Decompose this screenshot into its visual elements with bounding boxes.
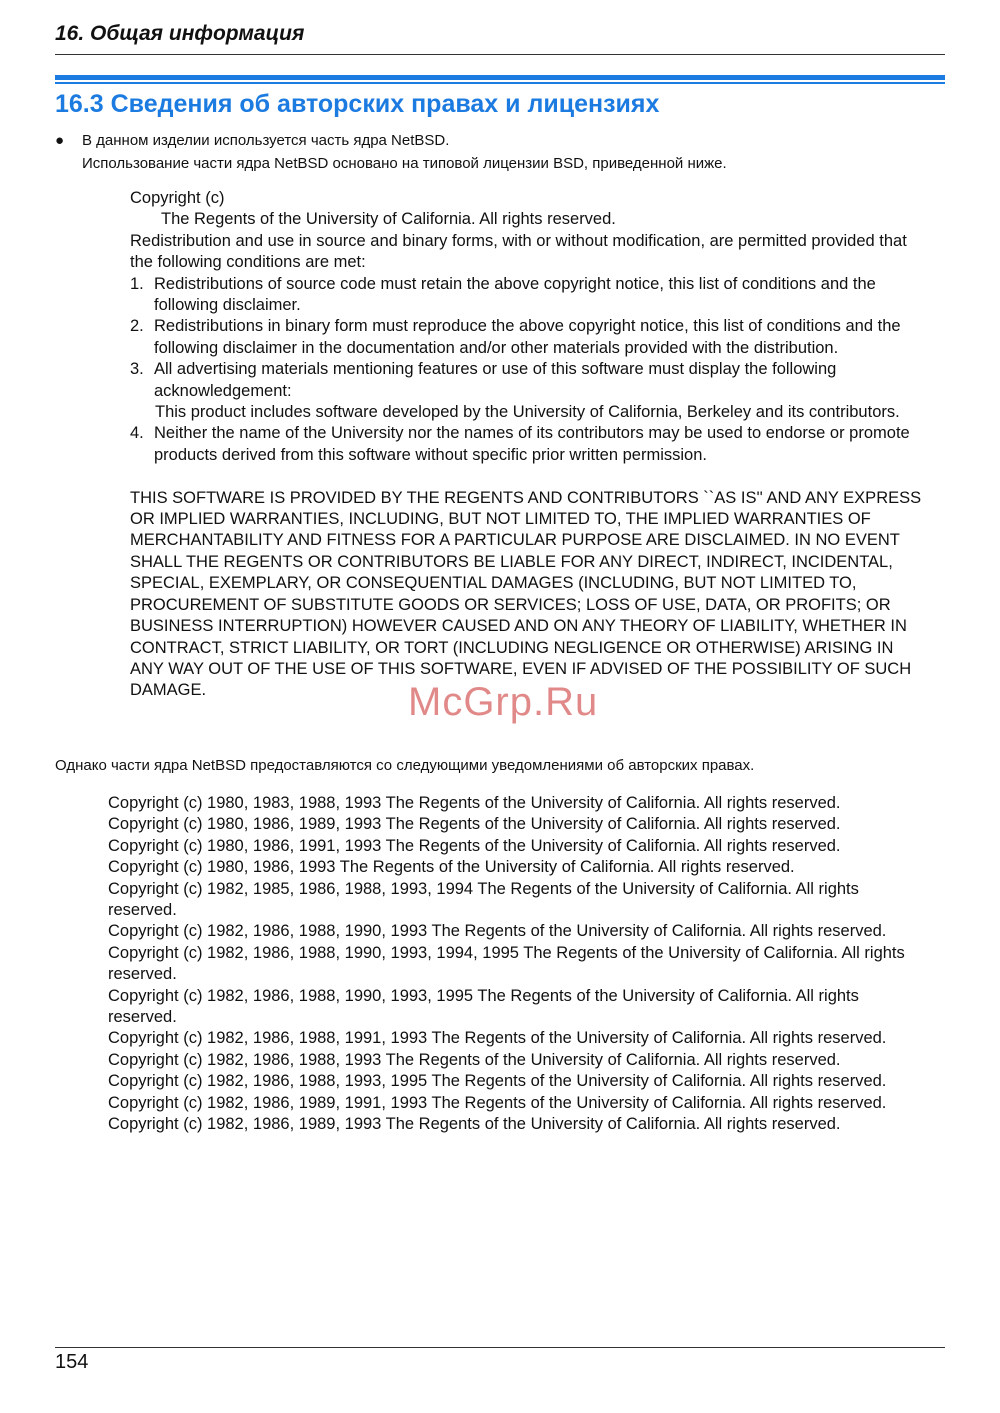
condition-text: Redistributions of source code must retain the above copyright notice, this list of conditions and the following disclaimer. (154, 274, 876, 315)
copyright-label: Copyright (c) (130, 189, 225, 207)
copyright-line: Copyright (c) 1982, 1986, 1988, 1990, 1993 The Regents of the University of California. All rights reserved. (108, 922, 887, 941)
copyright-line: Copyright (c) 1980, 1983, 1988, 1993 The Regents of the University of California. All rights reserved. (108, 794, 841, 812)
condition-item (130, 274, 930, 317)
condition-item (130, 359, 930, 402)
intro-line: Использование части ядра NetBSD основано на типовой лицензии BSD, приведенной ниже. (82, 155, 727, 172)
copyright-line: Copyright (c) 1982, 1986, 1989, 1993 The Regents of the University of California. All rights reserved. (108, 1115, 841, 1134)
bullet-icon: ● (55, 132, 65, 149)
copyright-line: Copyright (c) 1982, 1986, 1988, 1993 The Regents of the University of California. All rights reserved. (108, 1050, 841, 1069)
copyright-line: Copyright (c) 1980, 1986, 1991, 1993 The Regents of the University of California. All rights reserved. (108, 836, 841, 855)
copyright-line: Copyright (c) 1980, 1986, 1989, 1993 The Regents of the University of California. All rights reserved. (108, 815, 841, 834)
condition-item (130, 423, 930, 466)
section-bar (55, 75, 945, 80)
acknowledgement-text: This product includes software developed by the University of California, Berkeley and its contributors. (155, 403, 900, 422)
condition-item (130, 316, 930, 359)
section-title: 16.3 Сведения об авторских правах и лицензиях (55, 90, 660, 118)
condition-number: 2. (130, 317, 144, 336)
chapter-header: 16. Общая информация (55, 22, 305, 45)
copyright-notice-intro: Однако части ядра NetBSD предоставляются со следующими уведомлениями об авторских правах. (55, 757, 755, 774)
copyright-line: Copyright (c) 1982, 1986, 1988, 1990, 1993, 1995 The Regents of the University of California. All rights reserved. (108, 986, 859, 1027)
condition-number: 1. (130, 274, 144, 293)
copyright-list (108, 793, 928, 1136)
watermark: McGrp.Ru (408, 680, 599, 724)
condition-text: Redistributions in binary form must reproduce the above copyright notice, this list of conditions and the following disclaimer in the documentation and/or other materials provided with the distribution. (154, 317, 901, 357)
header-divider (55, 54, 945, 55)
copyright-line: Copyright (c) 1982, 1986, 1989, 1991, 1993 The Regents of the University of California. All rights reserved. (108, 1093, 887, 1112)
page-number: 154 (55, 1351, 89, 1373)
condition-text: Neither the name of the University nor the names of its contributors may be used to endorse or promote products derived from this software without specific prior written permission. (154, 424, 910, 464)
condition-number: 4. (130, 424, 144, 443)
copyright-holder: The Regents of the University of California. All rights reserved. (161, 210, 616, 229)
condition-text: All advertising materials mentioning features or use of this software must display the following acknowledgement: (154, 360, 837, 400)
copyright-line: Copyright (c) 1982, 1986, 1988, 1991, 1993 The Regents of the University of California. All rights reserved. (108, 1029, 887, 1048)
condition-number: 3. (130, 360, 144, 379)
copyright-line: Copyright (c) 1982, 1986, 1988, 1993, 1995 The Regents of the University of California. All rights reserved. (108, 1072, 887, 1091)
license-preamble: Redistribution and use in source and binary forms, with or without modification, are permitted provided that the following conditions are met: (130, 231, 907, 272)
copyright-line: Copyright (c) 1982, 1986, 1988, 1990, 1993, 1994, 1995 The Regents of the University of California. All rights reserved. (108, 943, 905, 984)
warranty-disclaimer: THIS SOFTWARE IS PROVIDED BY THE REGENTS AND CONTRIBUTORS ``AS IS'' AND ANY EXPRESS OR IMPLIED WARRANTIES, INCLUDING, BUT NOT LIMITED TO, THE IMPLIED WARRANTIES OF MERCHANTABILITY AND FITNESS FOR A PARTICULAR PURPOSE ARE DISCLAIMED. IN NO EVENT SHALL THE REGENTS OR CONTRIBUTORS BE LIABLE FOR ANY DIRECT, INDIRECT, INCIDENTAL, SPECIAL, EXEMPLARY, OR CONSEQUENTIAL DAMAGES (INCLUDING, BUT NOT LIMITED TO, PROCUREMENT OF SUBSTITUTE GOODS OR SERVICES; LOSS OF USE, DATA, OR PROFITS; OR BUSINESS INTERRUPTION) HOWEVER CAUSED AND ON ANY THEORY OF LIABILITY, WHETHER IN CONTRACT, STRICT LIABILITY, OR TORT (INCLUDING NEGLIGENCE OR OTHERWISE) ARISING IN ANY WAY OUT OF THE USE OF THIS SOFTWARE, EVEN IF ADVISED OF THE POSSIBILITY OF SUCH DAMAGE. (130, 488, 922, 700)
intro-line: В данном изделии используется часть ядра NetBSD. (82, 132, 450, 149)
intro-block (55, 129, 945, 175)
copyright-line: Copyright (c) 1980, 1986, 1993 The Regents of the University of California. All rights reserved. (108, 858, 795, 877)
copyright-line: Copyright (c) 1982, 1985, 1986, 1988, 1993, 1994 The Regents of the University of California. All rights reserved. (108, 879, 859, 920)
footer-divider (55, 1347, 945, 1348)
bsd-license (130, 188, 930, 702)
section-bar-thin (55, 82, 945, 84)
